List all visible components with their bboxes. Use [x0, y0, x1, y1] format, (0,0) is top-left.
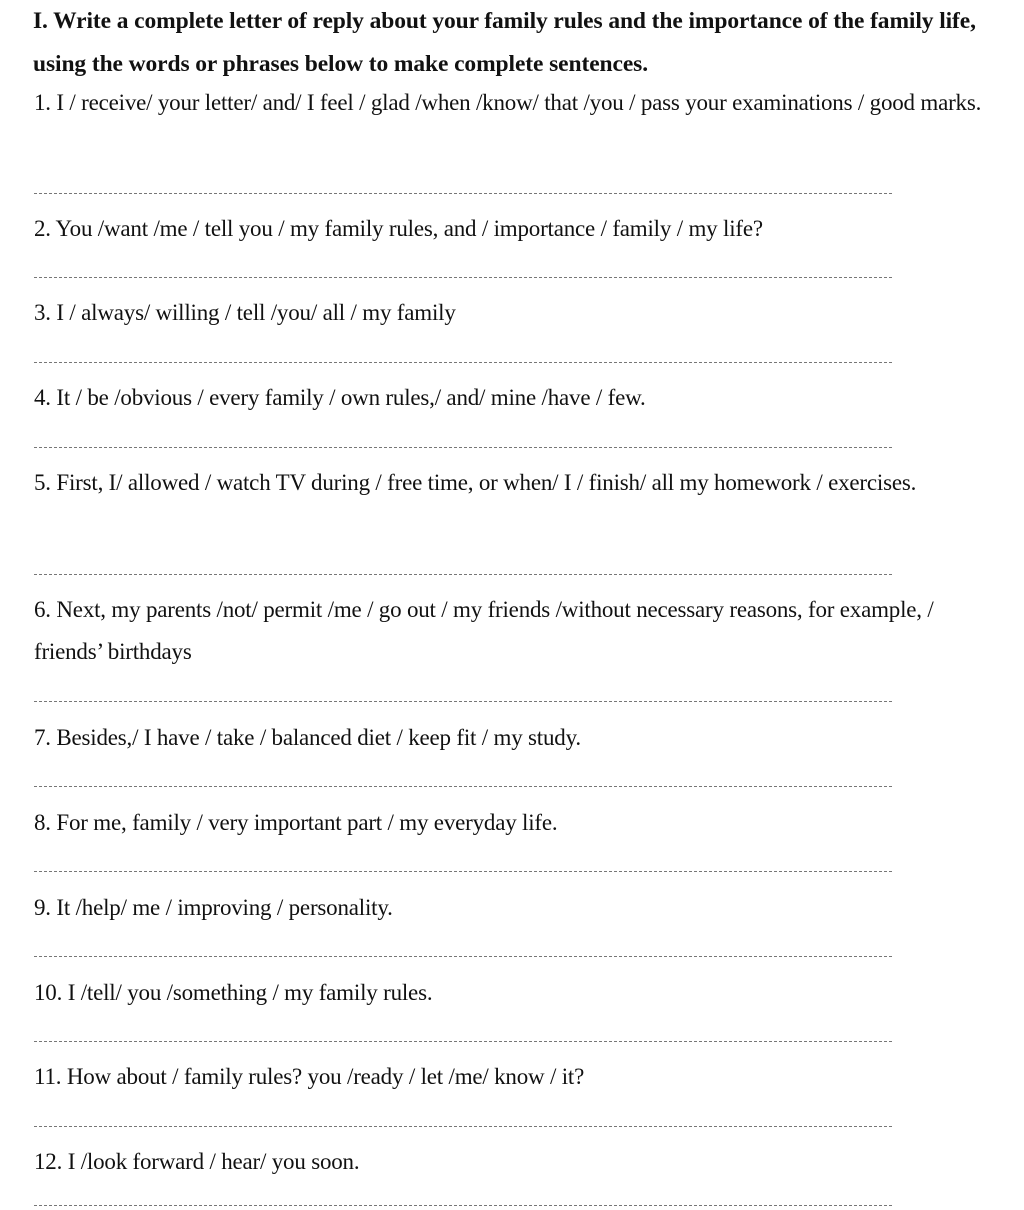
exercise-item-10: 10. I /tell/ you /something / my family rules. [34, 980, 433, 1005]
exercise-item-7: 7. Besides,/ I have / take / balanced diet / keep fit / my study. [34, 725, 581, 750]
exercise-item-4: 4. It / be /obvious / every family / own rules,/ and/ mine /have / few. [34, 385, 646, 410]
answer-line-9[interactable] [34, 956, 892, 957]
exercise-item-3: 3. I / always/ willing / tell /you/ all / my family [34, 300, 456, 325]
exercise-item-5: 5. First, I/ allowed / watch TV during / free time, or when/ I / finish/ all my homework / exercises. [34, 470, 917, 495]
answer-line-3[interactable] [34, 362, 892, 363]
exercise-item-2: 2. You /want /me / tell you / my family rules, and / importance / family / my life? [34, 216, 763, 241]
exercise-item-12: 12. I /look forward / hear/ you soon. [34, 1149, 360, 1174]
exercise-item-8: 8. For me, family / very important part / my everyday life. [34, 810, 558, 835]
answer-line-8[interactable] [34, 871, 892, 872]
answer-line-4[interactable] [34, 447, 892, 448]
answer-line-11[interactable] [34, 1126, 892, 1127]
answer-line-5[interactable] [34, 574, 892, 575]
exercise-item-1: 1. I / receive/ your letter/ and/ I feel / glad /when /know/ that /you / pass your examinations / good marks. [34, 90, 982, 115]
exercise-item-9: 9. It /help/ me / improving / personality. [34, 895, 393, 920]
answer-line-12[interactable] [34, 1205, 892, 1206]
answer-line-6[interactable] [34, 701, 892, 702]
answer-line-10[interactable] [34, 1041, 892, 1042]
exercise-item-11: 11. How about / family rules? you /ready / let /me/ know / it? [34, 1064, 585, 1089]
answer-line-7[interactable] [34, 786, 892, 787]
answer-line-1[interactable] [34, 193, 892, 194]
exercise-heading: I. Write a complete letter of reply about your family rules and the importance of the family life, using the words or phrases below to make complete sentences. [33, 8, 976, 77]
exercise-item-6: 6. Next, my parents /not/ permit /me / go out / my friends /without necessary reasons, for example, / friends’ birthdays [34, 597, 934, 664]
answer-line-2[interactable] [34, 277, 892, 278]
